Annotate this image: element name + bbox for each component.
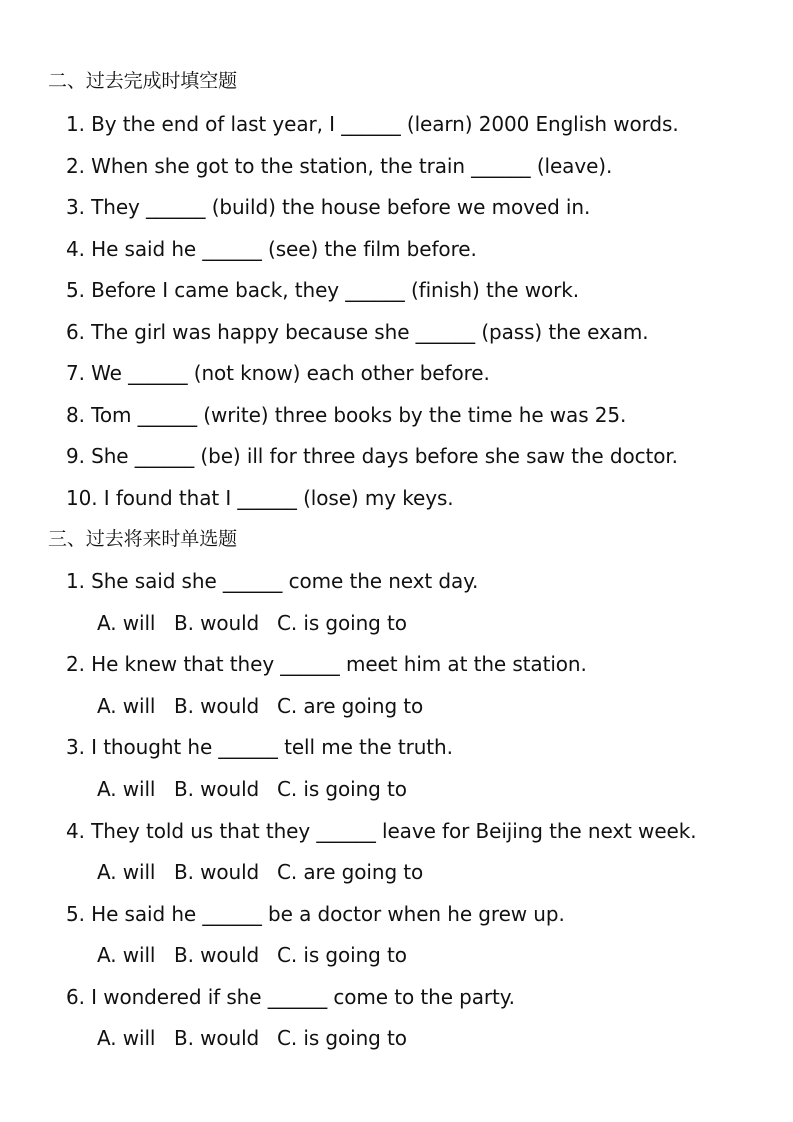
option-a: A. will: [97, 1026, 156, 1050]
choice-question-2: 2. He knew that they ______ meet him at the station.: [66, 652, 587, 676]
choice-question-3: 3. I thought he ______ tell me the truth.: [66, 735, 453, 759]
fill-question-3: 3. They ______ (build) the house before we moved in.: [66, 195, 591, 219]
fill-question-9: 9. She ______ (be) ill for three days before she saw the doctor.: [66, 444, 678, 468]
option-a: A. will: [97, 611, 156, 635]
choice-question-5: 5. He said he ______ be a doctor when he grew up.: [66, 902, 565, 926]
choice-question-4: 4. They told us that they ______ leave for Beijing the next week.: [66, 819, 697, 843]
fill-question-10: 10. I found that I ______ (lose) my keys.: [66, 486, 454, 510]
option-a: A. will: [97, 694, 156, 718]
choice-question-6: 6. I wondered if she ______ come to the party.: [66, 985, 515, 1009]
option-c: C. are going to: [277, 860, 424, 884]
fill-question-8: 8. Tom ______ (write) three books by the time he was 25.: [66, 403, 627, 427]
choice-options-2: [97, 693, 423, 719]
option-c: C. is going to: [277, 1026, 407, 1050]
option-c: C. are going to: [277, 694, 424, 718]
option-b: B. would: [174, 860, 260, 884]
option-a: A. will: [97, 777, 156, 801]
choice-options-3: [97, 776, 407, 802]
section-heading-past-perfect: 二、过去完成时填空题: [48, 70, 238, 92]
fill-question-6: 6. The girl was happy because she ______ (pass) the exam.: [66, 320, 649, 344]
fill-question-5: 5. Before I came back, they ______ (finish) the work.: [66, 278, 579, 302]
choice-question-1: 1. She said she ______ come the next day.: [66, 569, 479, 593]
fill-question-7: 7. We ______ (not know) each other before.: [66, 361, 490, 385]
option-c: C. is going to: [277, 777, 407, 801]
choice-options-4: [97, 859, 423, 885]
choice-options-5: [97, 942, 407, 968]
section-heading-future-in-past: 三、过去将来时单选题: [48, 528, 238, 550]
option-b: B. would: [174, 943, 260, 967]
fill-question-1: 1. By the end of last year, I ______ (learn) 2000 English words.: [66, 112, 679, 136]
option-b: B. would: [174, 694, 260, 718]
option-b: B. would: [174, 611, 260, 635]
option-c: C. is going to: [277, 943, 407, 967]
option-a: A. will: [97, 860, 156, 884]
fill-question-4: 4. He said he ______ (see) the film before.: [66, 237, 477, 261]
fill-question-2: 2. When she got to the station, the train ______ (leave).: [66, 154, 613, 178]
choice-options-1: [97, 610, 407, 636]
option-a: A. will: [97, 943, 156, 967]
option-c: C. is going to: [277, 611, 407, 635]
option-b: B. would: [174, 1026, 260, 1050]
option-b: B. would: [174, 777, 260, 801]
choice-options-6: [97, 1025, 407, 1051]
